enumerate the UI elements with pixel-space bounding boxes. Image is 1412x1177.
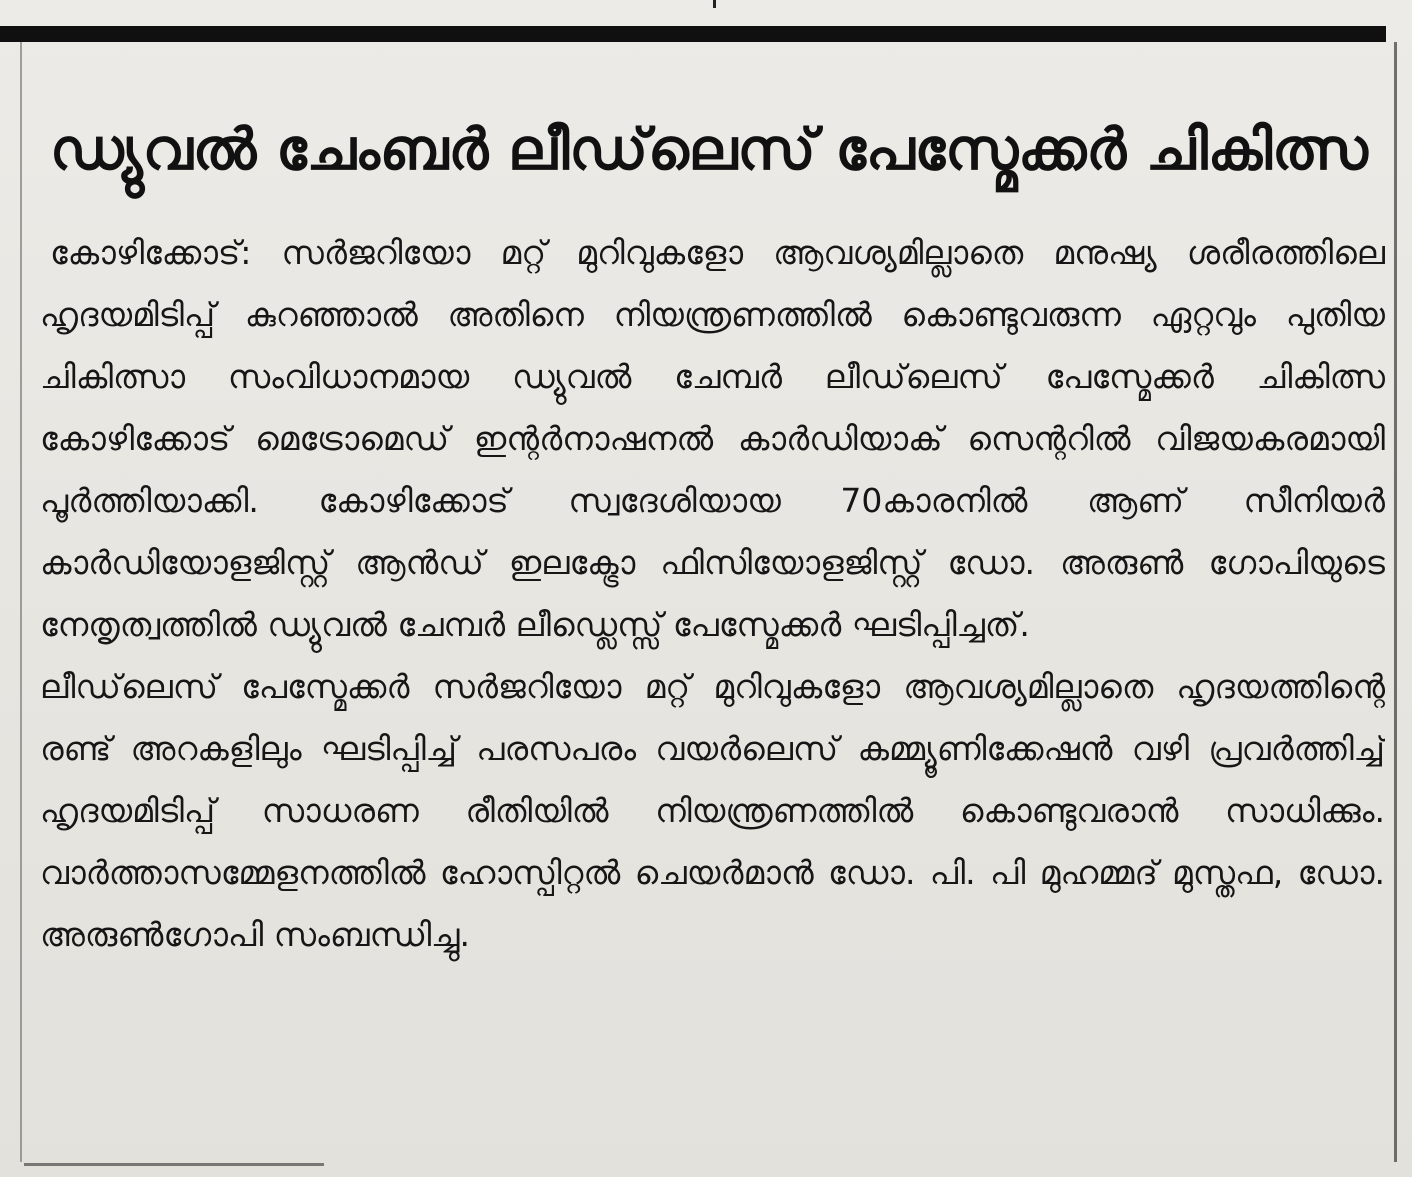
article-headline: ഡ്യുവൽ ചേംബർ ലീഡ്‌ലെസ് പേസ്മേക്കർ ചികിത്സ — [50, 117, 1368, 183]
bottom-rule — [24, 1163, 324, 1166]
right-column-edge — [1394, 42, 1397, 1162]
article-paragraph-1: കോഴിക്കോട്: സർജറിയോ മറ്റ് മുറിവുകളോ ആവശ്യമില്ലാതെ മനുഷ്യ ശരീരത്തിലെ ഹൃദയമിടിപ്പ് കുറഞ്ഞാൽ അതിനെ നിയന്ത്രണത്തിൽ കൊണ്ടുവരുന്ന ഏറ്റവും പുതിയ ചികിത്സാ സംവിധാനമായ ഡ്യുവൽ ചേമ്പർ ലീഡ്‌ലെസ് പേസ്മേക്കർ ചികിത്സ കോഴിക്കോട് മെട്രോമെഡ് ഇന്റർനാഷനൽ കാർഡിയാക് സെന്ററിൽ വിജയകരമായി പൂർത്തിയാക്കി. കോഴിക്കോട് സ്വദേശിയായ 70കാരനിൽ ആണ് സീനിയർ കാർഡിയോളജിസ്റ്റ് ആൻഡ് ഇലക്ട്രോ ഫിസിയോളജിസ്റ്റ് ഡോ. അരുൺ ഗോപിയുടെ നേതൃത്വത്തിൽ ഡ്യുവൽ ചേമ്പർ ലീഡ്ലെസ്സ് പേസ്മേക്കർ ഘടിപ്പിച്ചത്. — [40, 233, 1385, 644]
column-tick-mark — [713, 0, 716, 8]
article-paragraph-2: ലീഡ്‌ലെസ് പേസ്മേക്കർ സർജറിയോ മറ്റ് മുറിവുകളോ ആവശ്യമില്ലാതെ ഹൃദയത്തിന്റെ രണ്ട് അറകളിലും ഘടിപ്പിച്ച് പരസപരം വയർലെസ് കമ്മ്യൂണിക്കേഷൻ വഴി പ്രവർത്തിച്ച് ഹൃദയമിടിപ്പ് സാധരണ രീതിയിൽ നിയന്ത്രണത്തിൽ കൊണ്ടുവരാൻ സാധിക്കും. വാർത്താസമ്മേളനത്തിൽ ഹോസ്പിറ്റൽ ചെയർമാൻ ഡോ. പി. പി മുഹമ്മദ് മുസ്തഫ, ഡോ. അരുൺഗോപി സംബന്ധിച്ചു. — [40, 667, 1385, 954]
left-column-border — [20, 42, 22, 1162]
article-body — [40, 222, 1385, 1152]
top-rule — [0, 26, 1386, 42]
